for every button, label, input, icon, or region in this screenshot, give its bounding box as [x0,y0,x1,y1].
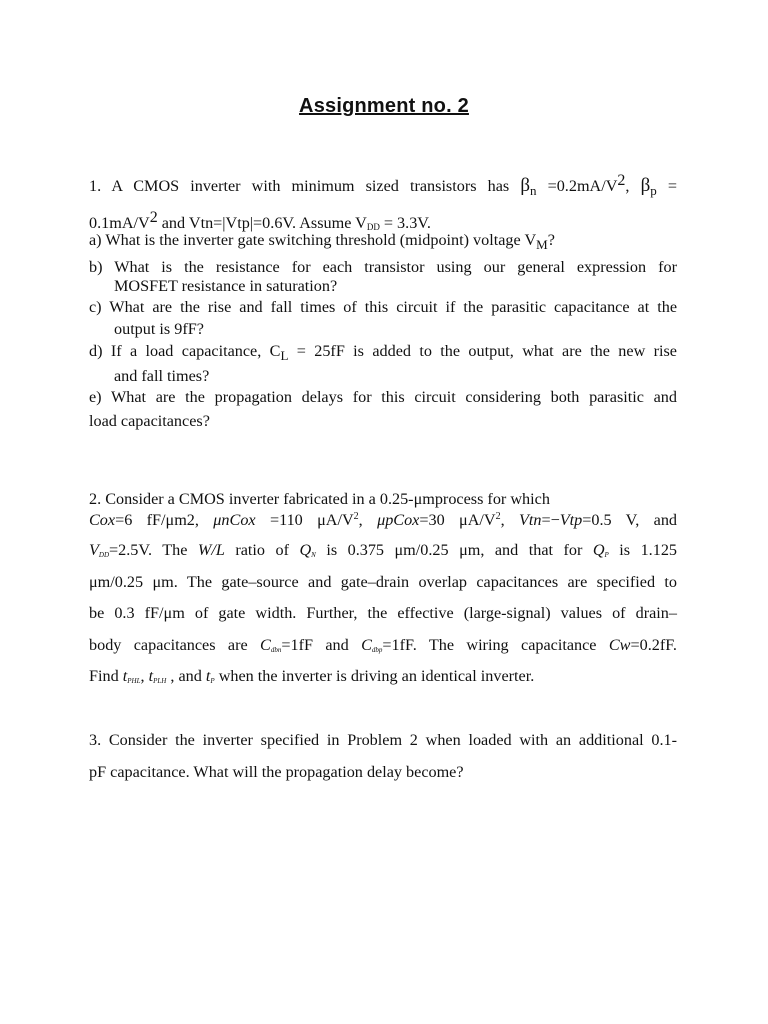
q1-part-c-line-2: output is 9fF? [114,320,204,338]
page-title: Assignment no. 2 [299,95,469,117]
q2-line-3: VDD=2.5V. The W/L ratio of QN is 0.375 μm/0.25 μm, and that for QP is 1.125 [89,541,678,559]
q1-part-b-line-1: b) What is the resistance for each transistor using our general expression for [89,258,677,276]
q2-line-2: Cox=6 fF/μm2, μnCox =110 $\mu A/V^2$, μpCox=30 $\mu A/V^2$, Vtn=−Vtp=0.5 V, and [89,511,678,529]
q1-part-c-line-1: c) What are the rise and fall times of this circuit if the parasitic capacitance at the [89,298,677,316]
q1-part-b-line-2: MOSFET resistance in saturation? [114,277,338,295]
q1-part-e-line-1: e) What are the propagation delays for this circuit considering both parasitic and [89,388,677,406]
q1-line-2: 0.1mA/V2 and Vtn=|Vtp|=0.6V. Assume VDD = 3.3V. [89,209,431,232]
q2-line-5: be 0.3 fF/μm of gate width. Further, the effective (large-signal) values of drain– [89,604,677,622]
q1-part-a: a) What is the inverter gate switching threshold (midpoint) voltage $V_M$? [89,231,555,252]
q1-part-d-line-2: and fall times? [114,367,210,385]
q1-part-e-line-2: load capacitances? [89,412,210,430]
q3-line-2: pF capacitance. What will the propagation delay become? [89,763,464,781]
q2-line-6: body capacitances are Cdbn=1fF and Cdbp=1fF. The wiring capacitance Cw=0.2fF. [89,636,677,654]
q2-line-1: 2. Consider a CMOS inverter fabricated in a 0.25-μmprocess for which [89,490,550,508]
q1-part-d-line-1: d) If a load capacitance, $C_L = 25fF$ is added to the output, what are the new rise [89,342,677,363]
q2-line-7: Find tPHL, tPLH , and tP when the inverter is driving an identical inverter. [89,667,535,685]
q3-line-1: 3. Consider the inverter specified in Problem 2 when loaded with an additional 0.1- [89,731,677,749]
q1-line-1: 1. A CMOS inverter with minimum sized transistors has $\beta_n =0.2mA/V2$, $\beta_p$ = [89,172,677,198]
q2-line-4: μm/0.25 μm. The gate–source and gate–drain overlap capacitances are specified to [89,573,677,591]
